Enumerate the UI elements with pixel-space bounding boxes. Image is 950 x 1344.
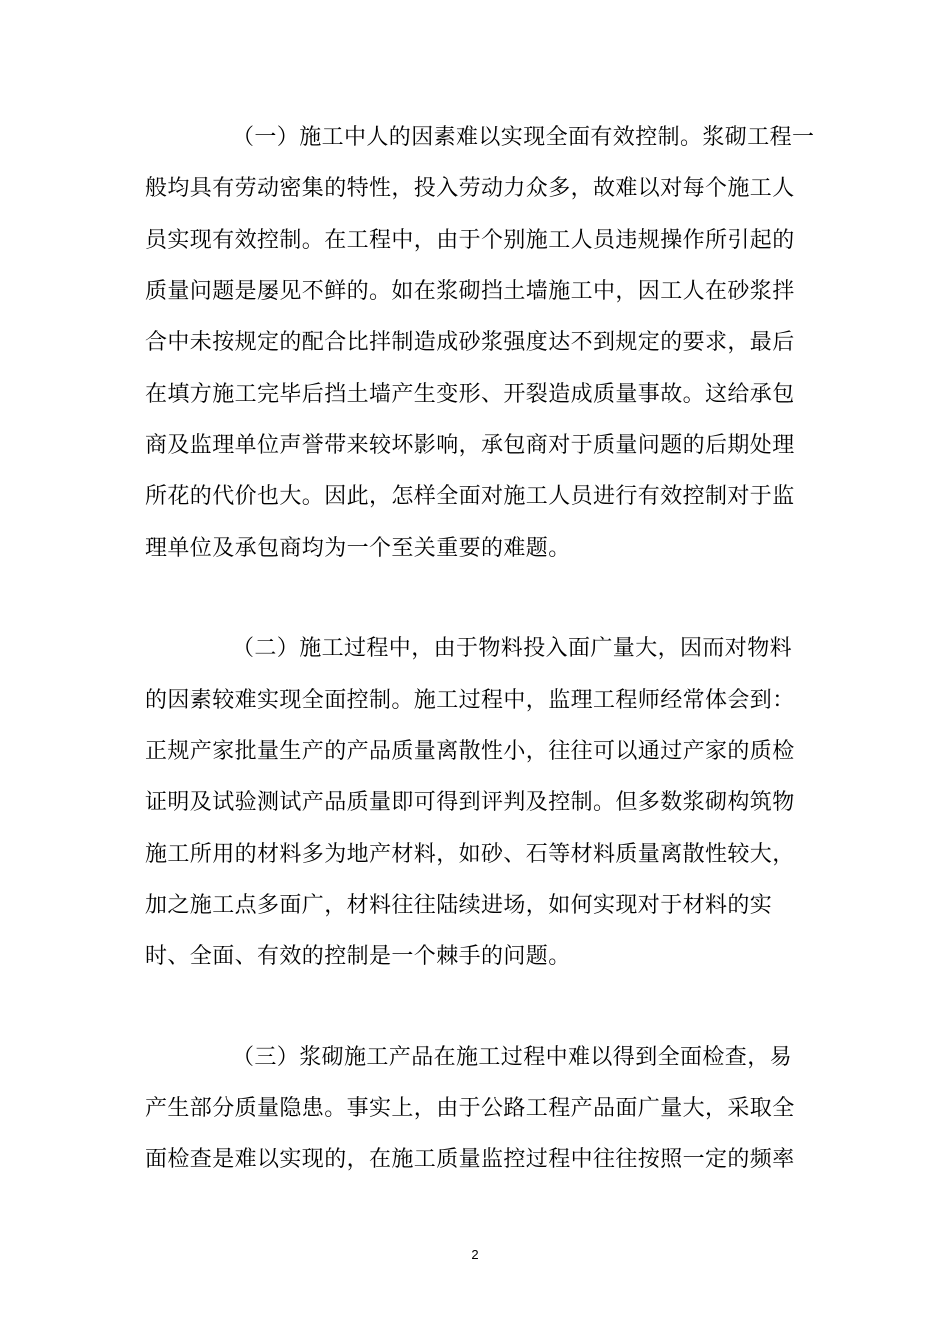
paragraph-2-line-3: 正规产家批量生产的产品质量离散性小，往往可以通过产家的质检 — [145, 739, 795, 764]
paragraph-2-line-5: 施工所用的材料多为地产材料，如砂、石等材料质量离散性较大， — [145, 842, 795, 867]
paragraph-1-line-2: 般均具有劳动密集的特性，投入劳动力众多，故难以对每个施工人 — [145, 176, 795, 201]
paragraph-1-line-1: （一）施工中人的因素难以实现全面有效控制。浆砌工程一 — [232, 125, 815, 150]
paragraph-2-line-7: 时、全面、有效的控制是一个棘手的问题。 — [145, 944, 571, 969]
paragraph-1-line-8: 所花的代价也大。因此，怎样全面对施工人员进行有效控制对于监 — [145, 484, 795, 509]
paragraph-3-line-1: （三）浆砌施工产品在施工过程中难以得到全面检查，易 — [232, 1045, 793, 1070]
paragraph-1-line-6: 在填方施工完毕后挡土墙产生变形、开裂造成质量事故。这给承包 — [145, 382, 795, 407]
paragraph-1-line-9: 理单位及承包商均为一个至关重要的难题。 — [145, 536, 571, 561]
paragraph-2-line-4: 证明及试验测试产品质量即可得到评判及控制。但多数浆砌构筑物 — [145, 790, 795, 815]
paragraph-1-line-4: 质量问题是屡见不鲜的。如在浆砌挡土墙施工中，因工人在砂浆拌 — [145, 279, 795, 304]
paragraph-3-line-2: 产生部分质量隐患。事实上，由于公路工程产品面广量大，采取全 — [145, 1096, 795, 1121]
paragraph-1-line-5: 合中未按规定的配合比拌制造成砂浆强度达不到规定的要求，最后 — [145, 330, 795, 355]
paragraph-3-line-3: 面检查是难以实现的，在施工质量监控过程中往往按照一定的频率 — [145, 1147, 795, 1172]
paragraph-2-line-2: 的因素较难实现全面控制。施工过程中，监理工程师经常体会到： — [145, 688, 795, 713]
paragraph-1-line-3: 员实现有效控制。在工程中，由于个别施工人员违规操作所引起的 — [145, 228, 795, 253]
paragraph-2-line-1: （二）施工过程中，由于物料投入面广量大，因而对物料 — [232, 636, 793, 661]
paragraph-1-line-7: 商及监理单位声誉带来较坏影响，承包商对于质量问题的后期处理 — [145, 433, 795, 458]
page-number: 2 — [471, 1247, 479, 1262]
paragraph-2-line-6: 加之施工点多面广，材料往往陆续进场，如何实现对于材料的实 — [145, 893, 773, 918]
